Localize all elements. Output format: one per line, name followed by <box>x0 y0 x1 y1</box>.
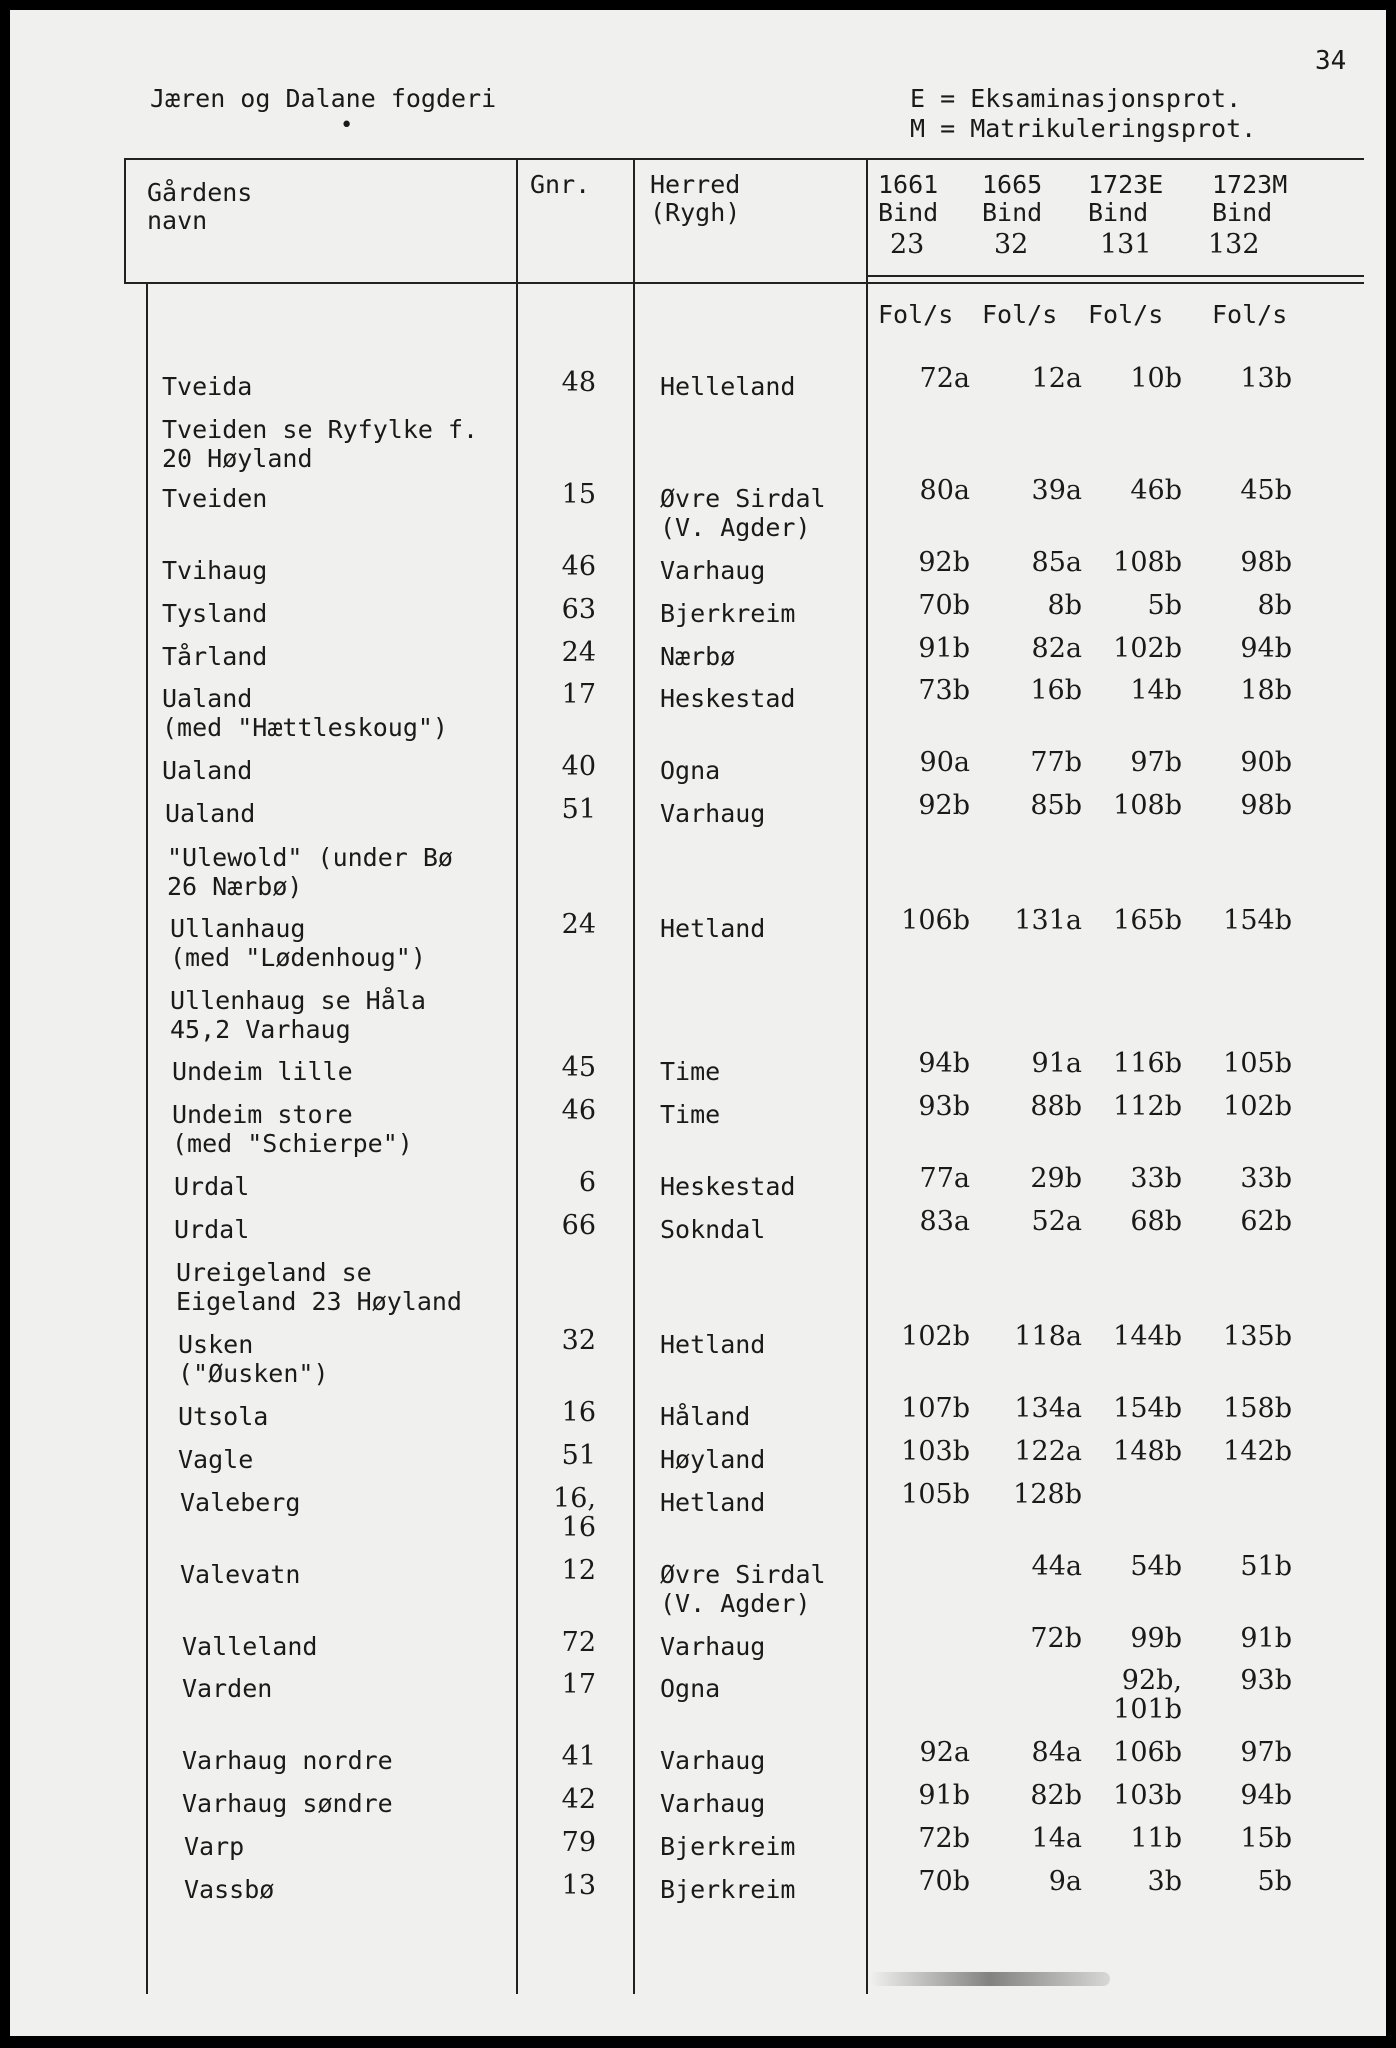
gnr-cell: 42 <box>561 1784 596 1815</box>
header-name-line2: navn <box>147 206 208 235</box>
divider-gnr-herred <box>633 158 635 1994</box>
herred-cell: Bjerkreim <box>660 1832 796 1861</box>
gnr-cell: 46 <box>561 1095 596 1126</box>
folio-cell: 16b <box>1030 675 1082 706</box>
folio-cell: 8b <box>1257 590 1292 621</box>
scan-smudge <box>870 1972 1110 1986</box>
folio-cell: 142b <box>1223 1436 1292 1467</box>
folio-cell: 98b <box>1240 547 1292 578</box>
gnr-cell: 41 <box>561 1741 596 1772</box>
herred-cell: Ogna <box>660 1674 721 1703</box>
header-year-1661: 1661 <box>878 170 939 199</box>
folio-cell: 91b <box>1240 1623 1292 1654</box>
herred-cell: Øvre Sirdal <box>660 1560 826 1589</box>
folio-cell: 103b <box>901 1436 970 1467</box>
herred-cell: Øvre Sirdal <box>660 484 826 513</box>
folio-cell: 165b <box>1113 905 1182 936</box>
farm-name: Urdal <box>174 1172 250 1201</box>
header-year-1665: 1665 <box>982 170 1043 199</box>
herred-cell: Sokndal <box>660 1215 766 1244</box>
folio-cell: 128b <box>1013 1479 1082 1510</box>
herred-cell: Høyland <box>660 1445 766 1474</box>
gnr-cell: 15 <box>561 479 596 510</box>
folio-cell: 8b <box>1047 590 1082 621</box>
farm-name: Eigeland 23 Høyland <box>176 1287 462 1316</box>
folio-cell: 70b <box>918 1866 970 1897</box>
folio-cell: 5b <box>1257 1866 1292 1897</box>
gnr-cell: 16 <box>561 1397 596 1428</box>
folio-cell: 73b <box>918 675 970 706</box>
farm-name: Tveiden <box>162 484 268 513</box>
farm-name: (med "Schierpe") <box>172 1129 413 1158</box>
header-bind-number: 23 <box>890 229 925 260</box>
farm-name: Ureigeland se <box>176 1258 372 1287</box>
herred-cell: (V. Agder) <box>660 513 811 542</box>
herred-cell: Bjerkreim <box>660 599 796 628</box>
folio-cell: 131a <box>1014 905 1082 936</box>
gnr-cell: 16 <box>561 1512 596 1543</box>
folio-cell: 72a <box>919 363 970 394</box>
folio-cell: 91b <box>918 633 970 664</box>
farm-name: Tvihaug <box>162 556 268 585</box>
folio-cell: 46b <box>1130 475 1182 506</box>
farm-name: Tårland <box>162 642 268 671</box>
folio-cell: 90b <box>1240 747 1292 778</box>
header-bind-number: 132 <box>1208 229 1260 260</box>
gnr-cell: 51 <box>561 1440 596 1471</box>
gnr-cell: 24 <box>561 637 596 668</box>
folio-cell: 51b <box>1240 1551 1292 1582</box>
herred-cell: Helleland <box>660 372 796 401</box>
herred-cell: Hetland <box>660 1330 766 1359</box>
farm-name: Tveida <box>162 372 253 401</box>
farm-name: Vassbø <box>184 1875 275 1904</box>
folio-cell: 101b <box>1113 1694 1182 1725</box>
folio-cell: 154b <box>1113 1393 1182 1424</box>
farm-name: Varhaug søndre <box>182 1789 393 1818</box>
left-border-top <box>124 158 126 284</box>
farm-name: Ualand <box>162 756 253 785</box>
folio-cell: 94b <box>1240 1780 1292 1811</box>
farm-name: (med "Lødenhoug") <box>170 943 426 972</box>
farm-name: Vagle <box>178 1445 254 1474</box>
farm-name: Valeberg <box>180 1488 301 1517</box>
farm-name: 26 Nærbø) <box>167 872 303 901</box>
farm-name: Ualand <box>162 684 253 713</box>
folio-cell: 97b <box>1130 747 1182 778</box>
herred-cell: Varhaug <box>660 1789 766 1818</box>
folio-cell: 112b <box>1113 1091 1182 1122</box>
gnr-cell: 79 <box>561 1827 596 1858</box>
farm-name: 45,2 Varhaug <box>170 1015 351 1044</box>
folio-cell: 92b <box>918 790 970 821</box>
table-top-rule <box>124 158 1364 160</box>
header-bind: Bind <box>878 198 939 227</box>
farm-name: Undeim store <box>172 1100 353 1129</box>
header-fol: Fol/s <box>982 300 1058 329</box>
farm-name: Ullanhaug <box>170 914 306 943</box>
folio-cell: 90a <box>919 747 970 778</box>
gnr-cell: 45 <box>561 1052 596 1083</box>
header-bottom-rule <box>124 282 1364 284</box>
farm-name: Tysland <box>162 599 268 628</box>
folio-cell: 10b <box>1130 363 1182 394</box>
header-bind: Bind <box>1212 198 1273 227</box>
gnr-cell: 24 <box>561 909 596 940</box>
folio-cell: 102b <box>1223 1091 1292 1122</box>
folio-cell: 82a <box>1031 633 1082 664</box>
folio-cell: 11b <box>1130 1823 1182 1854</box>
folio-cell: 105b <box>901 1479 970 1510</box>
folio-cell: 105b <box>1223 1048 1292 1079</box>
header-gnr: Gnr. <box>530 170 591 199</box>
gnr-cell: 16, <box>553 1483 596 1514</box>
folio-cell: 103b <box>1113 1780 1182 1811</box>
document-page <box>10 10 1386 2036</box>
folio-cell: 39a <box>1031 475 1082 506</box>
farm-name: Varp <box>184 1832 245 1861</box>
header-fol: Fol/s <box>878 300 954 329</box>
folio-cell: 3b <box>1147 1866 1182 1897</box>
herred-cell: Hetland <box>660 914 766 943</box>
bind-rule <box>866 275 1364 277</box>
gnr-cell: 51 <box>561 794 596 825</box>
folio-cell: 82b <box>1030 1780 1082 1811</box>
folio-cell: 52a <box>1031 1206 1082 1237</box>
farm-name: Varden <box>182 1674 273 1703</box>
folio-cell: 97b <box>1240 1737 1292 1768</box>
herred-cell: Varhaug <box>660 556 766 585</box>
farm-name: Valleland <box>182 1632 318 1661</box>
farm-name: ("Øusken") <box>178 1359 329 1388</box>
folio-cell: 144b <box>1113 1321 1182 1352</box>
farm-name: Tveiden se Ryfylke f. <box>162 415 479 444</box>
gnr-cell: 66 <box>561 1210 596 1241</box>
gnr-cell: 6 <box>578 1167 596 1198</box>
folio-cell: 91b <box>918 1780 970 1811</box>
herred-cell: Time <box>660 1057 721 1086</box>
herred-cell: Bjerkreim <box>660 1875 796 1904</box>
folio-cell: 92a <box>919 1737 970 1768</box>
gnr-cell: 40 <box>561 751 596 782</box>
gnr-cell: 63 <box>561 594 596 625</box>
folio-cell: 62b <box>1240 1206 1292 1237</box>
folio-cell: 98b <box>1240 790 1292 821</box>
herred-cell: Håland <box>660 1402 751 1431</box>
farm-name: Valevatn <box>180 1560 301 1589</box>
gnr-cell: 17 <box>561 1669 596 1700</box>
gnr-cell: 46 <box>561 551 596 582</box>
folio-cell: 158b <box>1223 1393 1292 1424</box>
folio-cell: 18b <box>1240 675 1292 706</box>
stray-dot: • <box>340 113 354 138</box>
header-herred-line2: (Rygh) <box>650 198 741 227</box>
herred-cell: Nærbø <box>660 642 736 671</box>
folio-cell: 54b <box>1130 1551 1182 1582</box>
folio-cell: 108b <box>1113 790 1182 821</box>
farm-name: "Ulewold" (under Bø <box>167 843 453 872</box>
folio-cell: 108b <box>1113 547 1182 578</box>
folio-cell: 45b <box>1240 475 1292 506</box>
folio-cell: 12a <box>1031 363 1082 394</box>
folio-cell: 84a <box>1031 1737 1082 1768</box>
folio-cell: 77b <box>1030 747 1082 778</box>
folio-cell: 15b <box>1240 1823 1292 1854</box>
folio-cell: 91a <box>1031 1048 1082 1079</box>
folio-cell: 14b <box>1130 675 1182 706</box>
folio-cell: 92b <box>918 547 970 578</box>
folio-cell: 72b <box>918 1823 970 1854</box>
gnr-cell: 17 <box>561 679 596 710</box>
folio-cell: 83a <box>919 1206 970 1237</box>
legend-e: E = Eksaminasjonsprot. <box>910 84 1242 113</box>
header-bind: Bind <box>1088 198 1149 227</box>
herred-cell: Varhaug <box>660 1746 766 1775</box>
page-number: 34 <box>1315 46 1347 76</box>
folio-cell: 106b <box>901 905 970 936</box>
herred-cell: Varhaug <box>660 1632 766 1661</box>
folio-cell: 122a <box>1014 1436 1082 1467</box>
header-bind-number: 32 <box>994 229 1029 260</box>
folio-cell: 118a <box>1014 1321 1082 1352</box>
folio-cell: 9a <box>1048 1866 1082 1897</box>
folio-cell: 92b, <box>1121 1665 1182 1696</box>
document-title: Jæren og Dalane fogderi <box>150 84 497 113</box>
folio-cell: 102b <box>901 1321 970 1352</box>
farm-name: Usken <box>178 1330 254 1359</box>
herred-cell: (V. Agder) <box>660 1589 811 1618</box>
herred-cell: Heskestad <box>660 684 796 713</box>
header-fol: Fol/s <box>1088 300 1164 329</box>
header-herred-line1: Herred <box>650 170 741 199</box>
header-year-1723m: 1723M <box>1212 170 1288 199</box>
farm-name: Utsola <box>178 1402 269 1431</box>
header-name-line1: Gårdens <box>147 178 253 207</box>
folio-cell: 13b <box>1240 363 1292 394</box>
folio-cell: 33b <box>1130 1163 1182 1194</box>
folio-cell: 99b <box>1130 1623 1182 1654</box>
gnr-cell: 72 <box>561 1627 596 1658</box>
folio-cell: 85b <box>1030 790 1082 821</box>
folio-cell: 88b <box>1030 1091 1082 1122</box>
herred-cell: Time <box>660 1100 721 1129</box>
farm-name: Undeim lille <box>172 1057 353 1086</box>
folio-cell: 44a <box>1031 1551 1082 1582</box>
folio-cell: 68b <box>1130 1206 1182 1237</box>
herred-cell: Ogna <box>660 756 721 785</box>
herred-cell: Hetland <box>660 1488 766 1517</box>
folio-cell: 116b <box>1113 1048 1182 1079</box>
gnr-cell: 12 <box>561 1555 596 1586</box>
folio-cell: 29b <box>1030 1163 1082 1194</box>
header-fol: Fol/s <box>1212 300 1288 329</box>
folio-cell: 93b <box>918 1091 970 1122</box>
farm-name: Ualand <box>165 799 256 828</box>
farm-name: Varhaug nordre <box>182 1746 393 1775</box>
folio-cell: 14a <box>1031 1823 1082 1854</box>
folio-cell: 102b <box>1113 633 1182 664</box>
farm-name: Ullenhaug se Håla <box>170 986 426 1015</box>
farm-name: 20 Høyland <box>162 444 313 473</box>
folio-cell: 94b <box>918 1048 970 1079</box>
folio-cell: 106b <box>1113 1737 1182 1768</box>
folio-cell: 77a <box>919 1163 970 1194</box>
legend-m: M = Matrikuleringsprot. <box>910 114 1257 143</box>
herred-cell: Varhaug <box>660 799 766 828</box>
herred-cell: Heskestad <box>660 1172 796 1201</box>
header-bind-number: 131 <box>1100 229 1152 260</box>
farm-name: (med "Hættleskoug") <box>162 713 448 742</box>
folio-cell: 33b <box>1240 1163 1292 1194</box>
farm-name: Urdal <box>174 1215 250 1244</box>
header-year-1723e: 1723E <box>1088 170 1164 199</box>
folio-cell: 135b <box>1223 1321 1292 1352</box>
folio-cell: 85a <box>1031 547 1082 578</box>
folio-cell: 148b <box>1113 1436 1182 1467</box>
left-border <box>146 284 148 1994</box>
folio-cell: 134a <box>1014 1393 1082 1424</box>
folio-cell: 154b <box>1223 905 1292 936</box>
gnr-cell: 32 <box>561 1325 596 1356</box>
gnr-cell: 48 <box>561 367 596 398</box>
folio-cell: 80a <box>919 475 970 506</box>
folio-cell: 70b <box>918 590 970 621</box>
folio-cell: 72b <box>1030 1623 1082 1654</box>
folio-cell: 107b <box>901 1393 970 1424</box>
header-bind: Bind <box>982 198 1043 227</box>
folio-cell: 93b <box>1240 1665 1292 1696</box>
folio-cell: 94b <box>1240 633 1292 664</box>
gnr-cell: 13 <box>561 1870 596 1901</box>
folio-cell: 5b <box>1147 590 1182 621</box>
